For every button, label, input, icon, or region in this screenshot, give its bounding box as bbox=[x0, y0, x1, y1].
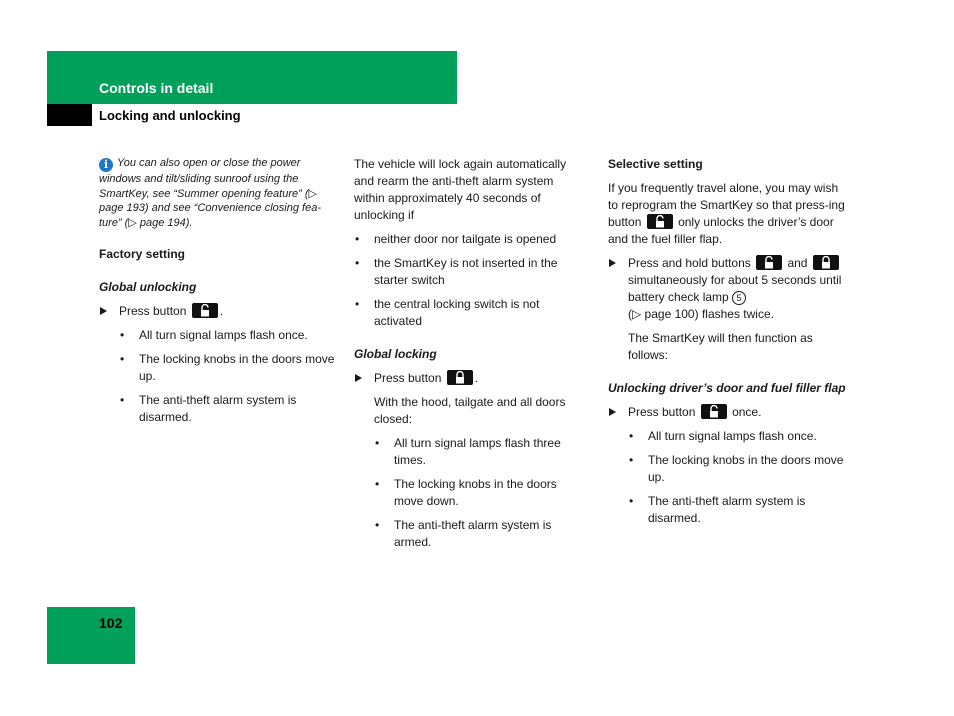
step-text: Press button bbox=[119, 304, 187, 318]
relock-conditions-list bbox=[354, 231, 586, 330]
unlock-button-icon bbox=[701, 404, 727, 419]
selective-setting-heading: Selective setting bbox=[608, 157, 703, 171]
text-span: Press button bbox=[628, 405, 696, 419]
text-span: simultaneously for about 5 seconds until battery check lamp bbox=[628, 273, 842, 304]
function-text: The SmartKey will then function as follows: bbox=[628, 331, 813, 362]
list-item: • The anti-theft alarm system is disarmed. bbox=[628, 493, 850, 527]
list-item: • All turn signal lamps flash once. bbox=[628, 428, 850, 445]
subsection-title: Locking and unlocking bbox=[99, 108, 241, 123]
unlock-button-icon bbox=[647, 214, 673, 229]
list-item: • The anti-theft alarm system is disarmed. bbox=[119, 392, 343, 426]
page-number: 102 bbox=[99, 615, 123, 631]
relock-intro: The vehicle will lock again automatically and rearm the anti-theft alarm system within approximately 40 seconds of unlocking if bbox=[354, 157, 567, 222]
text-span: only unlocks the driver’s door and the fuel filler flap. bbox=[608, 215, 834, 246]
text-span: Press and hold buttons bbox=[628, 256, 751, 270]
info-icon: i bbox=[99, 158, 113, 172]
header-band bbox=[47, 51, 457, 104]
step-text: Press button bbox=[374, 371, 442, 385]
unlock-result-list bbox=[99, 327, 343, 426]
list-item: • The locking knobs in the doors move up. bbox=[119, 351, 343, 385]
text-span: and bbox=[787, 256, 808, 270]
list-item: • All turn signal lamps flash once. bbox=[119, 327, 343, 344]
driver-unlock-result-list bbox=[608, 428, 850, 527]
column-3 bbox=[608, 156, 850, 534]
column-2 bbox=[354, 156, 586, 558]
lock-button-icon bbox=[447, 370, 473, 385]
text-span: once. bbox=[732, 405, 762, 419]
list-item: • The locking knobs in the doors move up. bbox=[628, 452, 850, 486]
text-span: If you frequently travel alone, you may wish to reprogram the SmartKey so that press-ing button bbox=[608, 181, 845, 229]
factory-setting-heading: Factory setting bbox=[99, 247, 186, 261]
list-item: • the central locking switch is not activated bbox=[354, 296, 586, 330]
battery-lamp-number: 5 bbox=[732, 291, 746, 305]
info-note-text: You can also open or close the power windows and tilt/sliding sunroof using the SmartKey, see “Summer opening feature” (▷ page 193) and see “Convenience closing fea-ture” (▷ page 194). bbox=[99, 157, 321, 229]
step-press-hold bbox=[608, 255, 850, 323]
global-locking-heading: Global locking bbox=[354, 347, 437, 361]
step-press-once bbox=[608, 404, 850, 421]
section-tab-marker bbox=[47, 104, 92, 126]
selective-setting-text bbox=[608, 180, 850, 248]
column-1 bbox=[99, 156, 343, 433]
unlock-button-icon bbox=[192, 303, 218, 318]
list-item: • The locking knobs in the doors move down. bbox=[374, 476, 586, 510]
info-note bbox=[99, 156, 343, 230]
unlock-button-icon bbox=[756, 255, 782, 270]
list-item: • neither door nor tailgate is opened bbox=[354, 231, 586, 248]
unlocking-driver-door-heading: Unlocking driver’s door and fuel filler flap bbox=[608, 381, 846, 395]
lock-result-list bbox=[354, 435, 586, 551]
section-title: Controls in detail bbox=[99, 80, 214, 96]
lock-button-icon bbox=[813, 255, 839, 270]
list-item: • All turn signal lamps flash three times. bbox=[374, 435, 586, 469]
list-item: • The anti-theft alarm system is armed. bbox=[374, 517, 586, 551]
list-item: • the SmartKey is not inserted in the starter switch bbox=[354, 255, 586, 289]
step-press-unlock: Press button . bbox=[99, 303, 343, 320]
step-press-lock: Press button . bbox=[354, 370, 586, 387]
global-unlocking-heading: Global unlocking bbox=[99, 280, 197, 294]
closed-condition-text: With the hood, tailgate and all doors closed: bbox=[374, 395, 566, 426]
text-span: (▷ page 100) flashes twice. bbox=[628, 307, 774, 321]
